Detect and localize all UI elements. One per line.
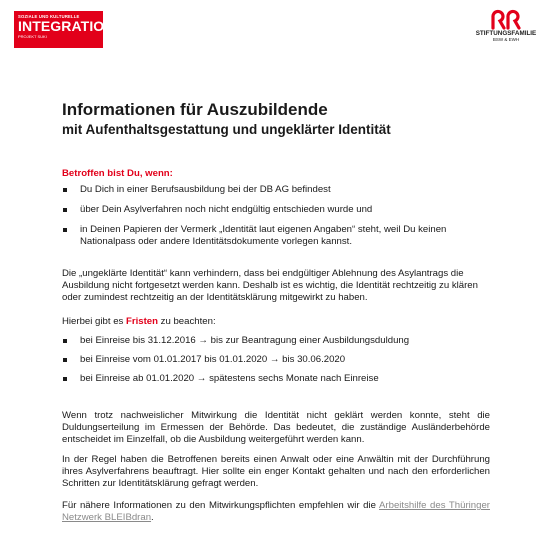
arbeitshilfe-link[interactable]: Arbeitshilfe des Thüringer Netzwerk BLEIBdran	[62, 500, 490, 523]
logo-left-line1: SOZIALE UND KULTURELLE	[18, 14, 80, 19]
list-item: bei Einreise vom 01.01.2017 bis 01.01.2020 → bis 30.06.2020	[62, 354, 492, 366]
list-item: Du Dich in einer Berufsausbildung bei der DB AG befindest	[62, 184, 492, 196]
bullet-icon	[63, 377, 67, 381]
integration-logo	[14, 11, 115, 48]
page-title: Informationen für Auszubildende	[62, 100, 328, 119]
list-item: in Deinen Papieren der Vermerk „Identität laut eigenen Angaben“ steht, weil Du keinen Nationalpass oder andere Identitätsdokumente vorlegen kannst.	[62, 224, 492, 248]
bullet-icon	[63, 339, 67, 343]
bullet-icon	[63, 208, 67, 212]
paragraph-lawyer: In der Regel haben die Betroffenen bereits einen Anwalt oder eine Anwältin mit der Durchführung ihres Asylverfahrens beauftragt. Hier sollte ein enger Kontakt gehalten und nach den erforderlichen Schritten zur Identitätsklärung gefragt werden.	[62, 454, 490, 489]
bullet-icon	[63, 358, 67, 362]
page-subtitle: mit Aufenthaltsgestattung und ungeklärter Identität	[62, 122, 391, 137]
paragraph-discretion: Wenn trotz nachweislicher Mitwirkung die Identität nicht geklärt werden konnte, steht die Duldungserteilung im Ermessen der Behörde. Das bedeutet, die zuständige Ausländerbehörde entscheidet im Einzelfall, ob die Ausbildung weitergeführt werden kann.	[62, 410, 490, 445]
bullet-icon	[63, 188, 67, 192]
logo-right-sub: BSW & EWH	[492, 37, 520, 42]
paragraph-identity: Die „ungeklärte Identität“ kann verhindern, dass bei endgültiger Ablehnung des Asylantrags die Ausbildung nicht fortgesetzt werden kann. Deshalb ist es wichtig, die Identität rechtzeitig zu klären oder zumindest rechtzeitig an der Identitätsklärung mitgewirkt zu haben.	[62, 268, 478, 303]
list-item: bei Einreise bis 31.12.2016 → bis zur Beantragung einer Ausbildungsduldung	[62, 335, 492, 347]
list-item: über Dein Asylverfahren noch nicht endgültig entschieden wurde und	[62, 204, 492, 216]
stiftungsfamilie-logo	[472, 8, 540, 42]
affected-list	[62, 184, 492, 248]
deadlines-highlight: Fristen	[126, 316, 158, 327]
deadlines-intro: Hierbei gibt es Fristen zu beachten:	[62, 316, 216, 327]
logo-left-line3: PROJEKT SUKI	[18, 34, 47, 39]
logo-left-line2: INTEGRATION	[18, 18, 115, 34]
list-item: bei Einreise ab 01.01.2020 → spätestens sechs Monate nach Einreise	[62, 373, 492, 385]
stiftungsfamilie-emblem-icon	[489, 8, 523, 30]
deadlines-list	[62, 335, 492, 385]
affected-heading: Betroffen bist Du, wenn:	[62, 168, 173, 179]
paragraph-more-info: Für nähere Informationen zu den Mitwirkungspflichten empfehlen wir die Arbeitshilfe des Thüringer Netzwerk BLEIBdran.	[62, 500, 490, 523]
bullet-icon	[63, 228, 67, 232]
logo-right-name: STIFTUNGSFAMILIE	[475, 30, 537, 37]
